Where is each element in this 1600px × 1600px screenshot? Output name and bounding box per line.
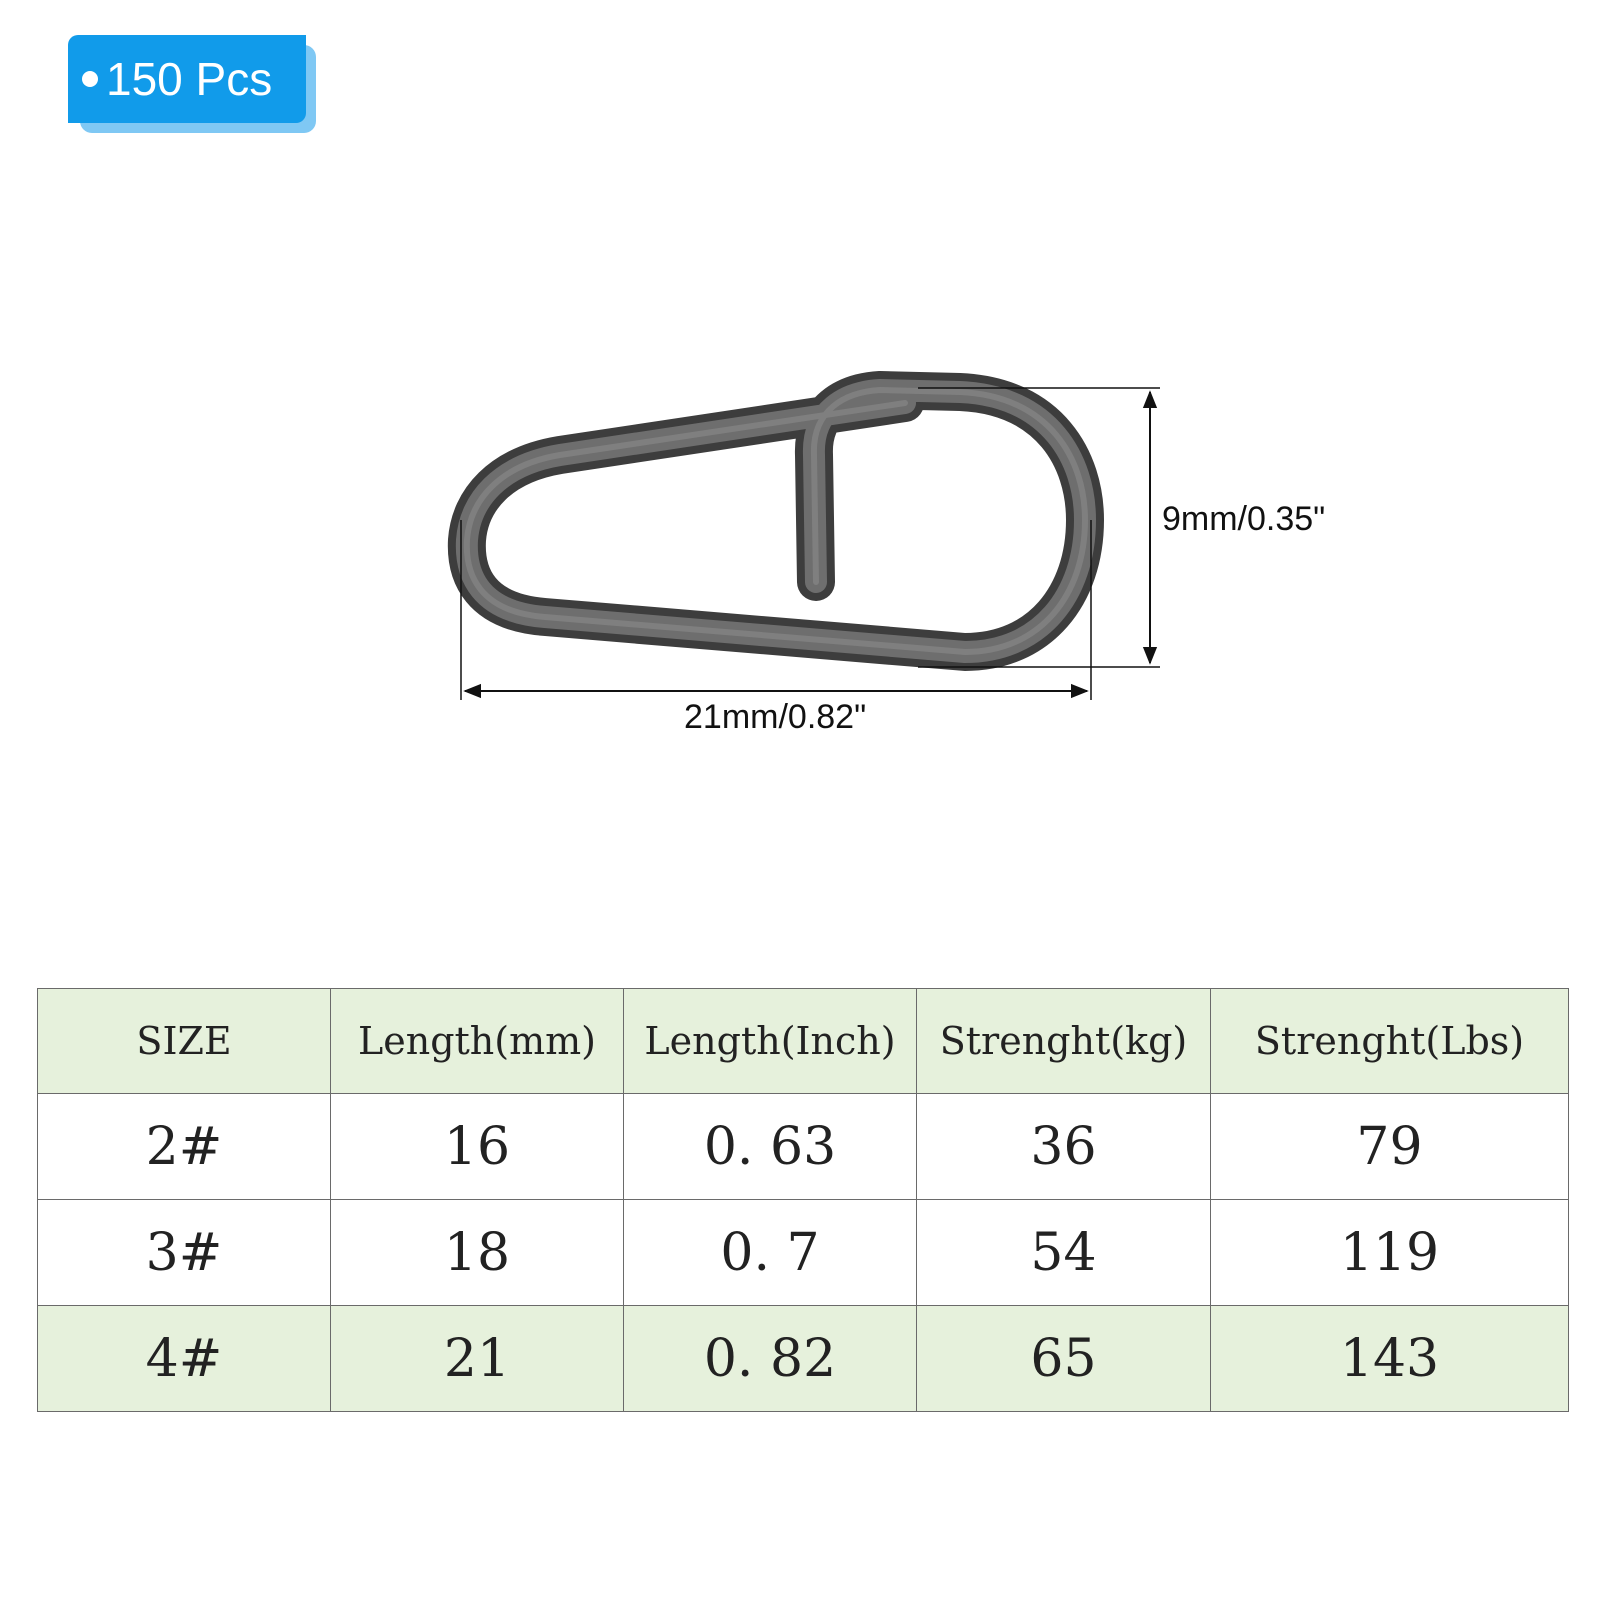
cell-strength-kg: 54 [917, 1200, 1211, 1306]
table-header-row [38, 989, 1569, 1094]
width-label: 21mm/0.82" [684, 698, 867, 736]
header-strength-kg: Strenght(kg) [917, 989, 1211, 1094]
table-row [38, 1094, 1569, 1200]
cell-length-inch: 0. 63 [624, 1094, 917, 1200]
cell-size: 4# [38, 1306, 331, 1412]
cell-strength-lbs: 79 [1211, 1094, 1569, 1200]
cell-strength-kg: 65 [917, 1306, 1211, 1412]
clip-icon [467, 390, 1085, 652]
cell-length-inch: 0. 82 [624, 1306, 917, 1412]
cell-strength-lbs: 119 [1211, 1200, 1569, 1306]
cell-strength-kg: 36 [917, 1094, 1211, 1200]
spec-table [37, 988, 1569, 1412]
header-strength-lbs: Strenght(Lbs) [1211, 989, 1569, 1094]
height-label: 9mm/0.35" [1162, 500, 1326, 538]
header-length-inch: Length(Inch) [624, 989, 917, 1094]
header-size: SIZE [38, 989, 331, 1094]
cell-size: 2# [38, 1094, 331, 1200]
header-length-mm: Length(mm) [331, 989, 624, 1094]
cell-length-mm: 16 [331, 1094, 624, 1200]
cell-strength-lbs: 143 [1211, 1306, 1569, 1412]
cell-length-mm: 18 [331, 1200, 624, 1306]
cell-length-mm: 21 [331, 1306, 624, 1412]
table-row [38, 1200, 1569, 1306]
cell-length-inch: 0. 7 [624, 1200, 917, 1306]
table-row [38, 1306, 1569, 1412]
badge-text: 150 Pcs [106, 53, 273, 105]
cell-size: 3# [38, 1200, 331, 1306]
